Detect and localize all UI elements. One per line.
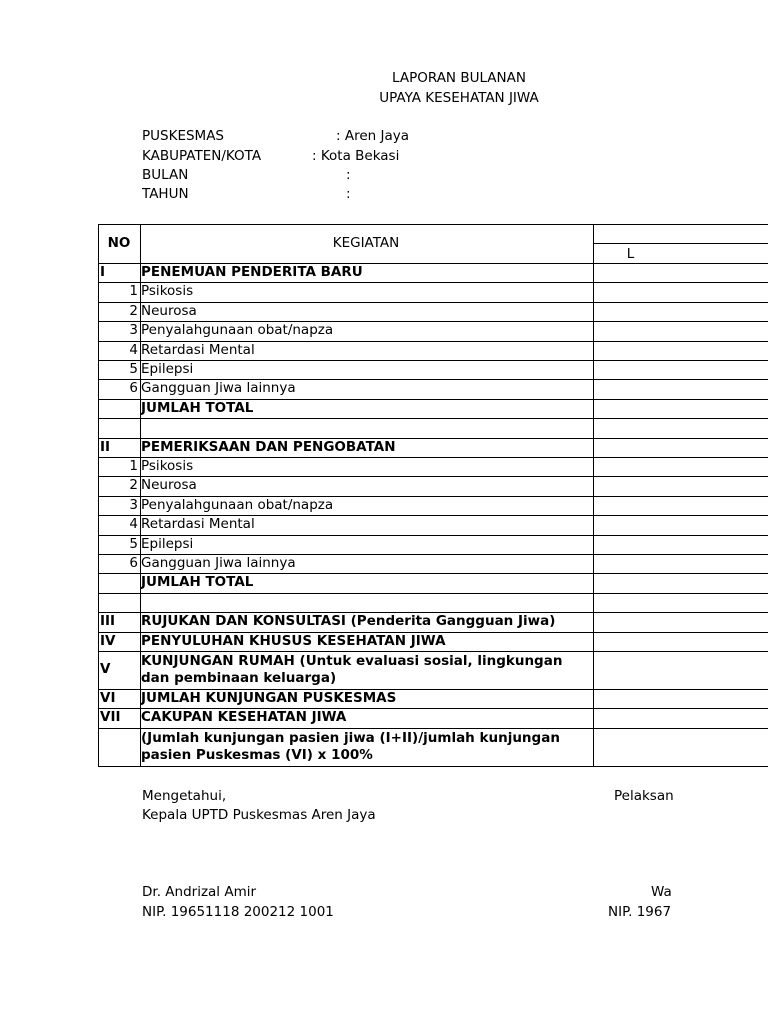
table-hline — [98, 515, 768, 516]
section-row — [98, 263, 768, 282]
table-vline — [593, 224, 594, 766]
table-hline — [98, 632, 768, 633]
footer-kepala: Kepala UPTD Puskesmas Aren Jaya — [142, 807, 376, 823]
table-row — [98, 341, 768, 360]
footer-right-name: Wa — [651, 884, 672, 900]
row-kegiatan: (Jumlah kunjungan pasien jiwa (I+II)/jumlah kunjungan pasien Puskesmas (VI) x 100% — [141, 729, 560, 763]
row-number: V — [100, 661, 111, 677]
kegiatan-table — [98, 224, 768, 766]
info-label-kabupaten: KABUPATEN/KOTA — [142, 148, 262, 164]
row-kegiatan: RUJUKAN DAN KONSULTASI (Penderita Gangguan Jiwa) — [141, 613, 556, 630]
table-row — [98, 282, 768, 301]
table-row — [98, 457, 768, 476]
section-row — [98, 612, 768, 631]
header-no: NO — [107, 235, 131, 251]
section-row — [98, 438, 768, 457]
table-row — [98, 379, 768, 398]
header-kegiatan: KEGIATAN — [332, 235, 400, 251]
row-kegiatan: Penyalahgunaan obat/napza — [141, 496, 334, 513]
table-hline — [98, 593, 768, 594]
row-kegiatan: Neurosa — [141, 302, 197, 319]
row-number: 1 — [129, 283, 138, 300]
table-hline — [98, 496, 768, 497]
footer-pelaksana: Pelaksan — [614, 788, 674, 804]
table-row — [98, 554, 768, 573]
table-row — [98, 321, 768, 340]
row-number: II — [100, 438, 111, 455]
row-kegiatan: JUMLAH TOTAL — [141, 399, 254, 416]
table-hline — [98, 612, 768, 613]
info-value-puskesmas: : Aren Jaya — [336, 128, 409, 144]
row-kegiatan: Psikosis — [141, 283, 194, 300]
row-kegiatan: Psikosis — [141, 458, 194, 474]
table-hline — [98, 535, 768, 536]
row-kegiatan: PENYULUHAN KHUSUS KESEHATAN JIWA — [141, 632, 446, 649]
row-number: 3 — [129, 496, 138, 513]
footer-right-nip: NIP. 1967 — [608, 904, 672, 920]
table-hline — [98, 399, 768, 400]
table-hline — [98, 651, 768, 652]
row-kegiatan: Gangguan Jiwa lainnya — [141, 555, 296, 571]
table-hline — [98, 302, 768, 303]
table-hline — [98, 554, 768, 555]
table-row — [98, 399, 768, 418]
row-kegiatan: PEMERIKSAAN DAN PENGOBATAN — [141, 438, 396, 455]
table-vline — [140, 224, 141, 766]
report-subtitle: UPAYA KESEHATAN JIWA — [379, 90, 539, 106]
row-number: 5 — [129, 361, 138, 377]
row-kegiatan: Gangguan Jiwa lainnya — [141, 380, 296, 397]
table-hline — [98, 438, 768, 439]
row-number: IV — [100, 632, 116, 649]
table-hline — [98, 224, 768, 225]
row-number: III — [100, 613, 116, 630]
row-number: 1 — [129, 458, 138, 474]
table-hline — [98, 282, 768, 283]
table-hline — [98, 728, 768, 729]
table-vline — [98, 224, 99, 766]
row-kegiatan: Penyalahgunaan obat/napza — [141, 322, 334, 339]
table-hline — [98, 379, 768, 380]
table-hline — [98, 321, 768, 322]
section-row — [98, 632, 768, 651]
row-number: 4 — [129, 341, 138, 358]
table-hline — [98, 360, 768, 361]
table-hline — [98, 457, 768, 458]
footer-left-nip: NIP. 19651118 200212 1001 — [142, 904, 334, 920]
row-kegiatan: Epilepsi — [141, 361, 194, 377]
row-number: 3 — [129, 322, 138, 339]
table-row — [98, 476, 768, 495]
table-row — [98, 535, 768, 554]
footer-mengetahui: Mengetahui, — [142, 788, 227, 804]
row-kegiatan: CAKUPAN KESEHATAN JIWA — [141, 709, 347, 726]
row-number: 4 — [129, 516, 138, 533]
row-number: VI — [100, 690, 116, 706]
info-value-kabupaten: : Kota Bekasi — [312, 148, 400, 164]
table-row — [98, 496, 768, 515]
table-hline — [98, 708, 768, 709]
info-value-tahun: : — [346, 186, 351, 202]
row-number: 6 — [129, 380, 138, 397]
row-kegiatan: Epilepsi — [141, 535, 194, 552]
table-hline — [98, 573, 768, 574]
row-number: 2 — [129, 302, 138, 319]
table-row — [98, 728, 768, 766]
row-kegiatan: JUMLAH TOTAL — [141, 574, 254, 591]
header-l: L — [626, 246, 635, 262]
table-row — [98, 515, 768, 534]
table-row — [98, 573, 768, 592]
row-kegiatan: Retardasi Mental — [141, 341, 255, 358]
info-label-bulan: BULAN — [142, 167, 189, 183]
row-kegiatan: JUMLAH KUNJUNGAN PUSKESMAS — [141, 690, 397, 706]
section-row — [98, 708, 768, 727]
section-row — [98, 651, 768, 689]
table-hline — [98, 476, 768, 477]
table-hline — [98, 263, 768, 264]
info-value-bulan: : — [346, 167, 351, 183]
row-kegiatan: Retardasi Mental — [141, 516, 255, 533]
row-number: VII — [100, 709, 121, 726]
row-kegiatan: Neurosa — [141, 477, 197, 494]
footer-left-name: Dr. Andrizal Amir — [142, 884, 257, 900]
table-hline — [98, 689, 768, 690]
table-row — [98, 593, 768, 612]
table-row — [98, 418, 768, 437]
table-row — [98, 360, 768, 379]
info-label-puskesmas: PUSKESMAS — [142, 128, 224, 144]
row-number: I — [100, 264, 106, 280]
table-hline — [98, 341, 768, 342]
section-row — [98, 689, 768, 708]
row-number: 6 — [129, 555, 138, 571]
info-label-tahun: TAHUN — [142, 186, 189, 202]
row-number: 2 — [129, 477, 138, 494]
row-kegiatan: KUNJUNGAN RUMAH (Untuk evaluasi sosial, lingkungan dan pembinaan keluarga) — [141, 653, 563, 686]
table-hline — [98, 418, 768, 419]
table-hline — [98, 766, 768, 767]
row-kegiatan: PENEMUAN PENDERITA BARU — [141, 264, 363, 280]
table-row — [98, 302, 768, 321]
report-title: LAPORAN BULANAN — [392, 70, 526, 86]
header-subline — [593, 243, 768, 244]
row-number: 5 — [129, 535, 138, 552]
